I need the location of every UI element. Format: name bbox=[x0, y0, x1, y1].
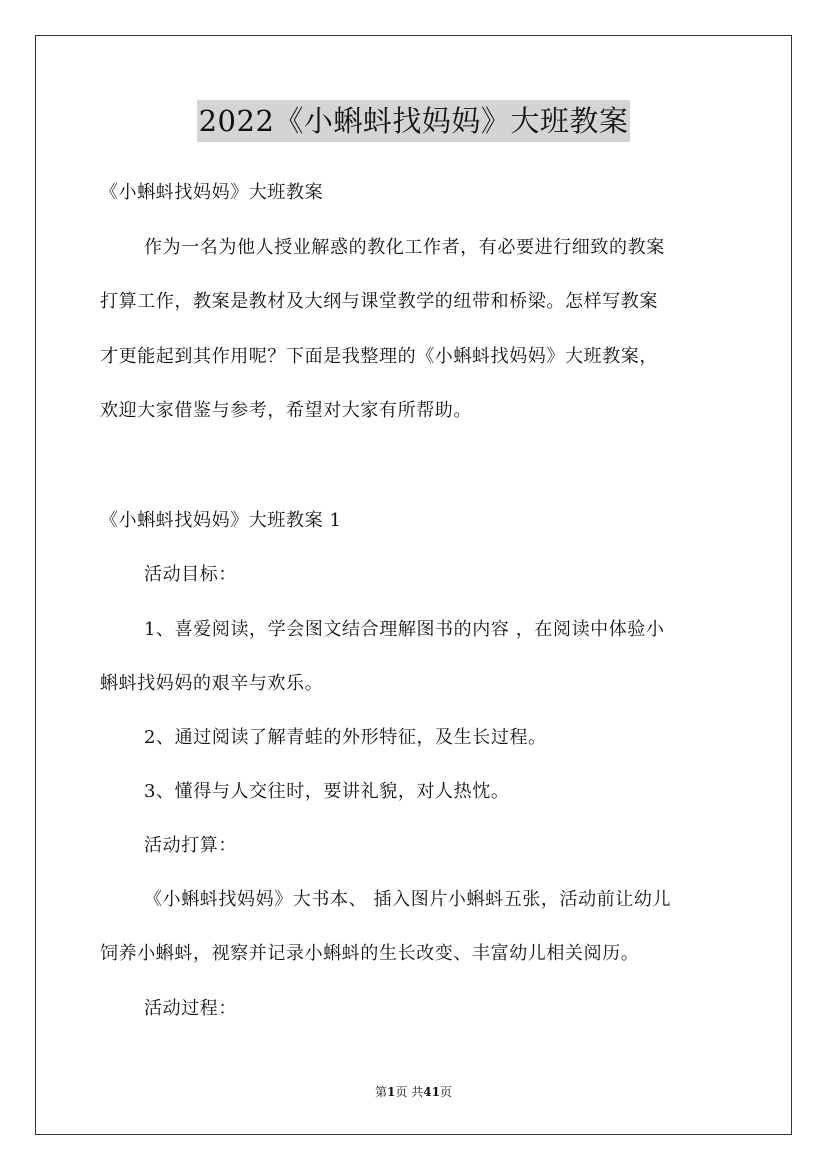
prep-line-1: 《小蝌蚪找妈妈》大书本、 插入图片小蝌蚪五张，活动前让幼儿 bbox=[144, 889, 672, 910]
prep-heading: 活动打算： bbox=[144, 835, 237, 856]
footer-suffix: 页 bbox=[439, 1085, 452, 1099]
goal-1-line-1: 1、喜爱阅读，学会图文结合理解图书的内容 ，在阅读中体验小 bbox=[144, 619, 665, 640]
document-title: 2022《小蝌蚪找妈妈》大班教案 bbox=[197, 100, 631, 142]
goal-1-line-2: 蝌蚪找妈妈的艰辛与欢乐。 bbox=[100, 673, 324, 694]
process-heading: 活动过程： bbox=[144, 998, 237, 1019]
subtitle: 《小蝌蚪找妈妈》大班教案 bbox=[100, 182, 324, 203]
section-heading: 《小蝌蚪找妈妈》大班教案 1 bbox=[100, 510, 342, 531]
footer-prefix: 第 bbox=[375, 1085, 388, 1099]
goal-3: 3、懂得与人交往时，要讲礼貌，对人热忱。 bbox=[144, 781, 510, 802]
title-wrap bbox=[0, 100, 827, 142]
goal-2: 2、通过阅读了解青蛙的外形特征，及生长过程。 bbox=[144, 727, 547, 748]
intro-line-3: 才更能起到其作用呢？下面是我整理的《小蝌蚪找妈妈》大班教案， bbox=[100, 346, 658, 367]
footer-page-num: 1 bbox=[387, 1085, 396, 1099]
intro-line-4: 欢迎大家借鉴与参考，希望对大家有所帮助。 bbox=[100, 400, 472, 421]
intro-line-2: 打算工作，教案是教材及大纲与课堂教学的纽带和桥梁。怎样写教案 bbox=[100, 291, 658, 312]
footer-mid: 页 共 bbox=[395, 1085, 424, 1099]
page-footer bbox=[0, 1083, 827, 1100]
footer-total: 41 bbox=[423, 1085, 440, 1099]
goal-heading: 活动目标： bbox=[144, 564, 237, 585]
prep-line-2: 饲养小蝌蚪，视察并记录小蝌蚪的生长改变、丰富幼儿相关阅历。 bbox=[100, 943, 640, 964]
intro-line-1: 作为一名为他人授业解惑的教化工作者，有必要进行细致的教案 bbox=[144, 237, 665, 258]
